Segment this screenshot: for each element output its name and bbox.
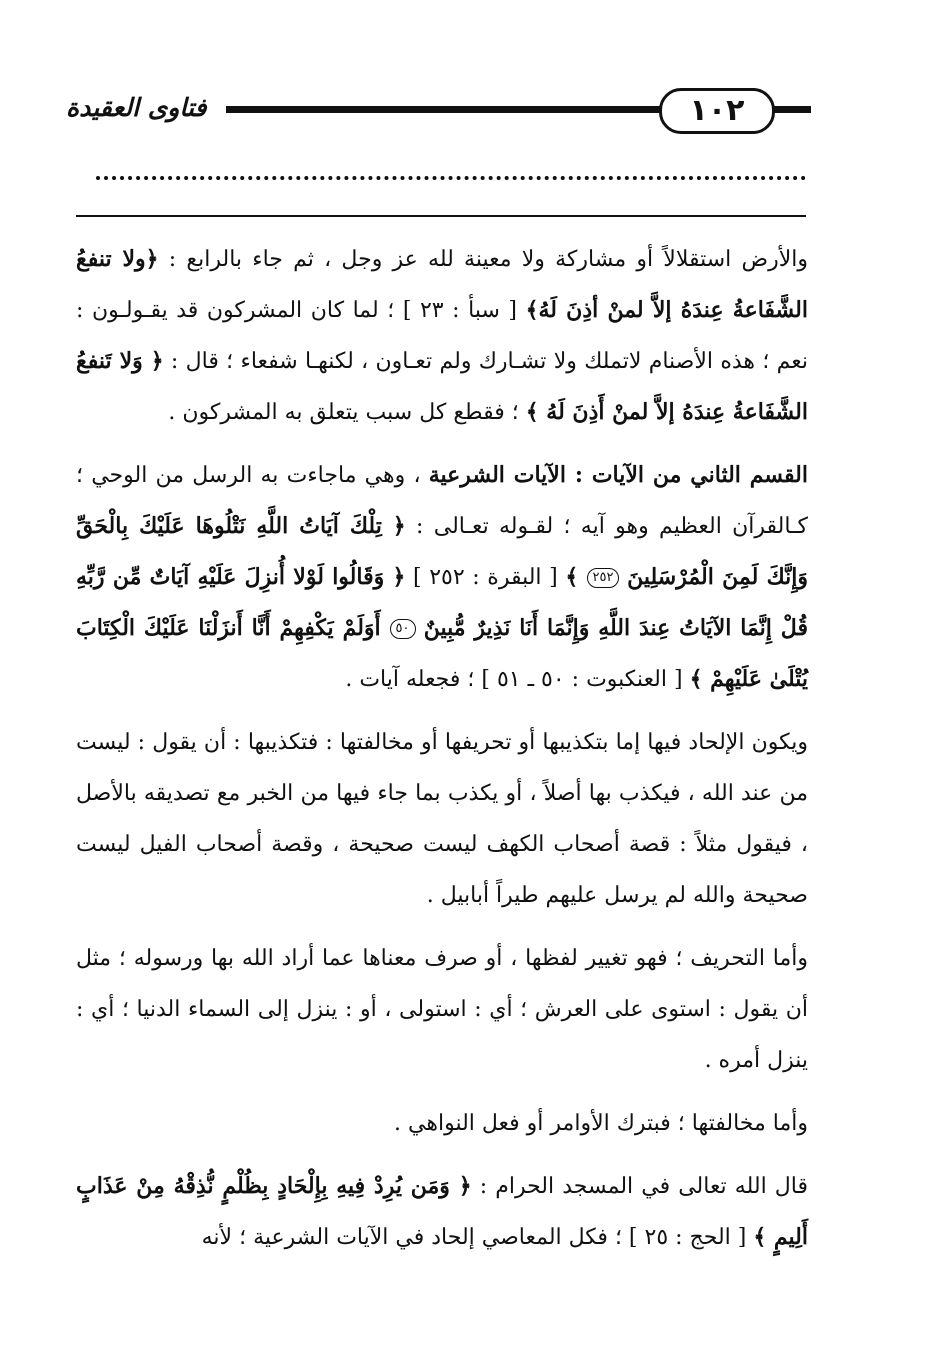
paragraph: ويكون الإلحاد فيها إما بتكذيبها أو تحريفها أو مخالفتها : فتكذيبها : أن يقول : ليست من عند الله ، فيكذب بها أصلاً ، أو يكذب بما جاء فيها من الخبر مع تصديقه بالأصل ، فيقول مثلاً : قصة أصحاب الكهف ليست صحيحة ، وقصة أصحاب الفيل ليست صحيحة والله لم يرسل عليهم طيراً أبابيل . bbox=[76, 730, 808, 908]
quran-verse: ﴿ وَمَن يُرِدْ فِيهِ بِإِلْحَادٍ بِظُلْمٍ نُّذِقْهُ مِنْ عَذَابٍ أَلِيمٍ ﴾ bbox=[76, 1173, 808, 1250]
page-number: ١٠٢ bbox=[659, 88, 775, 134]
dotted-separator bbox=[96, 176, 806, 180]
paragraph-text: [ العنكبوت : ٥٠ ـ ٥١ ] ؛ فجعله آيات . bbox=[345, 667, 690, 692]
quran-verse: ﴾ bbox=[565, 564, 587, 590]
paragraph bbox=[76, 450, 808, 705]
quran-verse: ﴿ تِلْكَ آيَاتُ اللَّهِ نَتْلُوهَا عَلَيْكَ بِالْحَقِّ وَإِنَّكَ لَمِنَ الْمُرْسَلِينَ bbox=[76, 513, 808, 590]
page-body bbox=[76, 234, 808, 1273]
quran-verse: ﴿ وَلا تَنفعُ الشَّفَاعةُ عِندَهُ إلاَّ لمنْ أَذِنَ لَهُ ﴾ bbox=[76, 348, 808, 425]
paragraph: وأما التحريف ؛ فهو تغيير لفظها ، أو صرف معناها عما أراد الله بها ورسوله ؛ مثل أن يقول : استوى على العرش ؛ أي : استولى ، أو : ينزل إلى السماء الدنيا ؛ أي : ينزل أمره . bbox=[76, 946, 808, 1073]
paragraph-text: [ سبأ : ٢٣ ] ؛ لما كان المشركون قد يقـولـون : نعم ؛ هذه الأصنام لاتملك ولا تشـارك ولم تعـاون ، لكنهـا شفعاء ؛ قال : bbox=[76, 298, 809, 374]
paragraph: وأما مخالفتها ؛ فبترك الأوامر أو فعل النواهي . bbox=[394, 1111, 808, 1136]
quran-verse: ﴿ولا تنفعُ الشَّفَاعةُ عِندَهُ إلاَّ لمنْ أذِنَ لَهُ﴾ bbox=[76, 246, 808, 323]
paragraph-text: ، وهي ماجاءت به الرسل من الوحي ؛ كـالقرآن العظيم وهو آيه ؛ لقـوله تعـالى : bbox=[76, 463, 809, 539]
running-title: فتاوى العقيدة bbox=[66, 93, 207, 122]
quran-verse: ﴿ وَقَالُوا لَوْلا أُنزِلَ عَلَيْهِ آيَاتٌ مِّن رَّبِّهِ قُلْ إِنَّمَا الآيَاتُ عِندَ اللَّهِ وَإِنَّمَا أَنَا نَذِيرٌ مُّبِينٌ bbox=[76, 564, 808, 641]
ayah-number: ٥٠ bbox=[390, 619, 416, 639]
page-header bbox=[66, 86, 811, 132]
footnote-separator-line bbox=[76, 215, 806, 217]
paragraph-text: [ الحج : ٢٥ ] ؛ فكل المعاصي إلحاد في الآيات الشرعية ؛ لأنه bbox=[201, 1225, 754, 1250]
paragraph bbox=[76, 234, 808, 438]
header-rule-end bbox=[771, 106, 811, 113]
quran-verse: أَوَلَمْ يَكْفِهِمْ أَنَّا أَنزَلْنَا عَلَيْكَ الْكِتَابَ يُتْلَىٰ عَلَيْهِمْ ﴾ bbox=[76, 615, 808, 692]
header-rule bbox=[226, 106, 671, 113]
ayah-number: ٢٥٢ bbox=[587, 568, 620, 588]
paragraph-text: ؛ فقطع كل سبب يتعلق به المشركون . bbox=[168, 400, 526, 425]
paragraph-text: قال الله تعالى في المسجد الحرام : bbox=[471, 1174, 808, 1199]
paragraph bbox=[76, 1161, 808, 1263]
section-heading: القسم الثاني من الآيات : الآيات الشرعية bbox=[428, 462, 808, 488]
paragraph-text: والأرض استقلالاً أو مشاركة ولا معينة لله عز وجل ، ثم جاء بالرابع : bbox=[158, 247, 809, 272]
paragraph-text: [ البقرة : ٢٥٢ ] bbox=[405, 565, 566, 590]
